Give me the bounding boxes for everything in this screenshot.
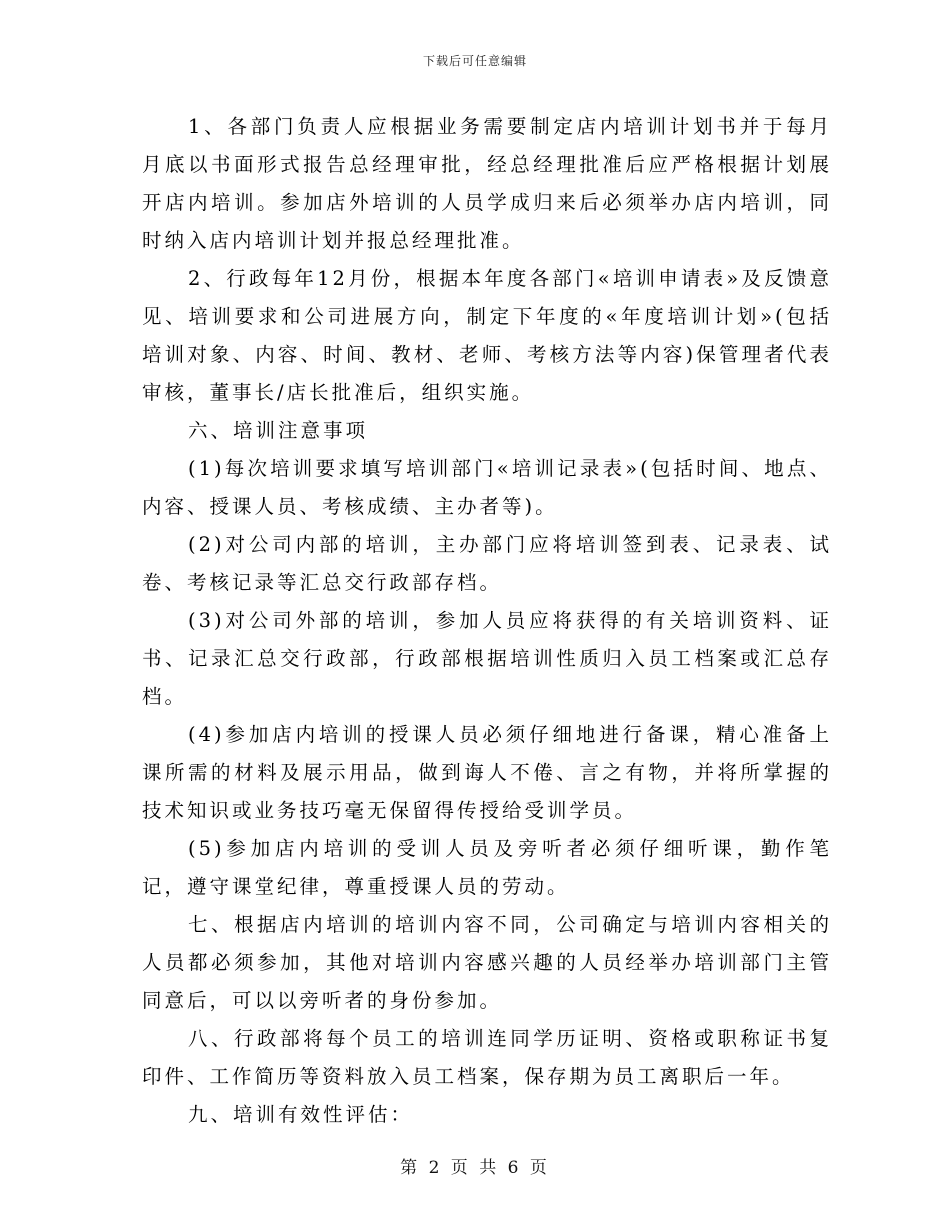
header-edit-note: 下载后可任意编辑 <box>422 54 527 68</box>
section-eight-paragraph: 八、行政部将每个员工的培训连同学历证明、资格或职称证书复印件、工作简历等资料放入员工档案，保存期为员工离职后一年。 <box>142 1027 832 1088</box>
paragraph-note-2: (2)对公司内部的培训，主办部门应将培训签到表、记录表、试卷、考核记录等汇总交行政部存档。 <box>142 533 832 594</box>
section-heading-effectiveness: 九、培训有效性评估： <box>188 1103 414 1126</box>
document-body <box>142 108 832 1134</box>
section-heading-training-notes: 六、培训注意事项 <box>188 419 369 442</box>
paragraph-dept-training-plan: 1、各部门负责人应根据业务需要制定店内培训计划书并于每月月底以书面形式报告总经理审批，经总经理批准后应严格根据计划展开店内培训。参加店外培训的人员学成归来后必须举办店内培训，同时纳入店内培训计划并报总经理批准。 <box>142 115 832 252</box>
paragraph-note-4: (4)参加店内培训的授课人员必须仔细地进行备课，精心准备上课所需的材料及展示用品，做到诲人不倦、言之有物，并将所掌握的技术知识或业务技巧毫无保留得传授给受训学员。 <box>142 723 832 822</box>
section-seven-paragraph: 七、根据店内培训的培训内容不同，公司确定与培训内容相关的人员都必须参加，其他对培训内容感兴趣的人员经举办培训部门主管同意后，可以以旁听者的身份参加。 <box>142 913 832 1012</box>
paragraph-note-1: (1)每次培训要求填写培训部门«培训记录表»(包括时间、地点、内容、授课人员、考核成绩、主办者等)。 <box>142 457 832 518</box>
paragraph-annual-training-plan: 2、行政每年12月份，根据本年度各部门«培训申请表»及反馈意见、培训要求和公司进展方向，制定下年度的«年度培训计划»(包括培训对象、内容、时间、教材、老师、考核方法等内容)保管理者代表审核，董事长/店长批准后，组织实施。 <box>142 267 832 404</box>
paragraph-note-3: (3)对公司外部的培训，参加人员应将获得的有关培训资料、证书、记录汇总交行政部，行政部根据培训性质归入员工档案或汇总存档。 <box>142 609 832 708</box>
paragraph-note-5: (5)参加店内培训的受训人员及旁听者必须仔细听课，勤作笔记，遵守课堂纪律，尊重授课人员的劳动。 <box>142 837 832 898</box>
page-number-footer: 第 2 页 共 6 页 <box>400 1158 550 1178</box>
